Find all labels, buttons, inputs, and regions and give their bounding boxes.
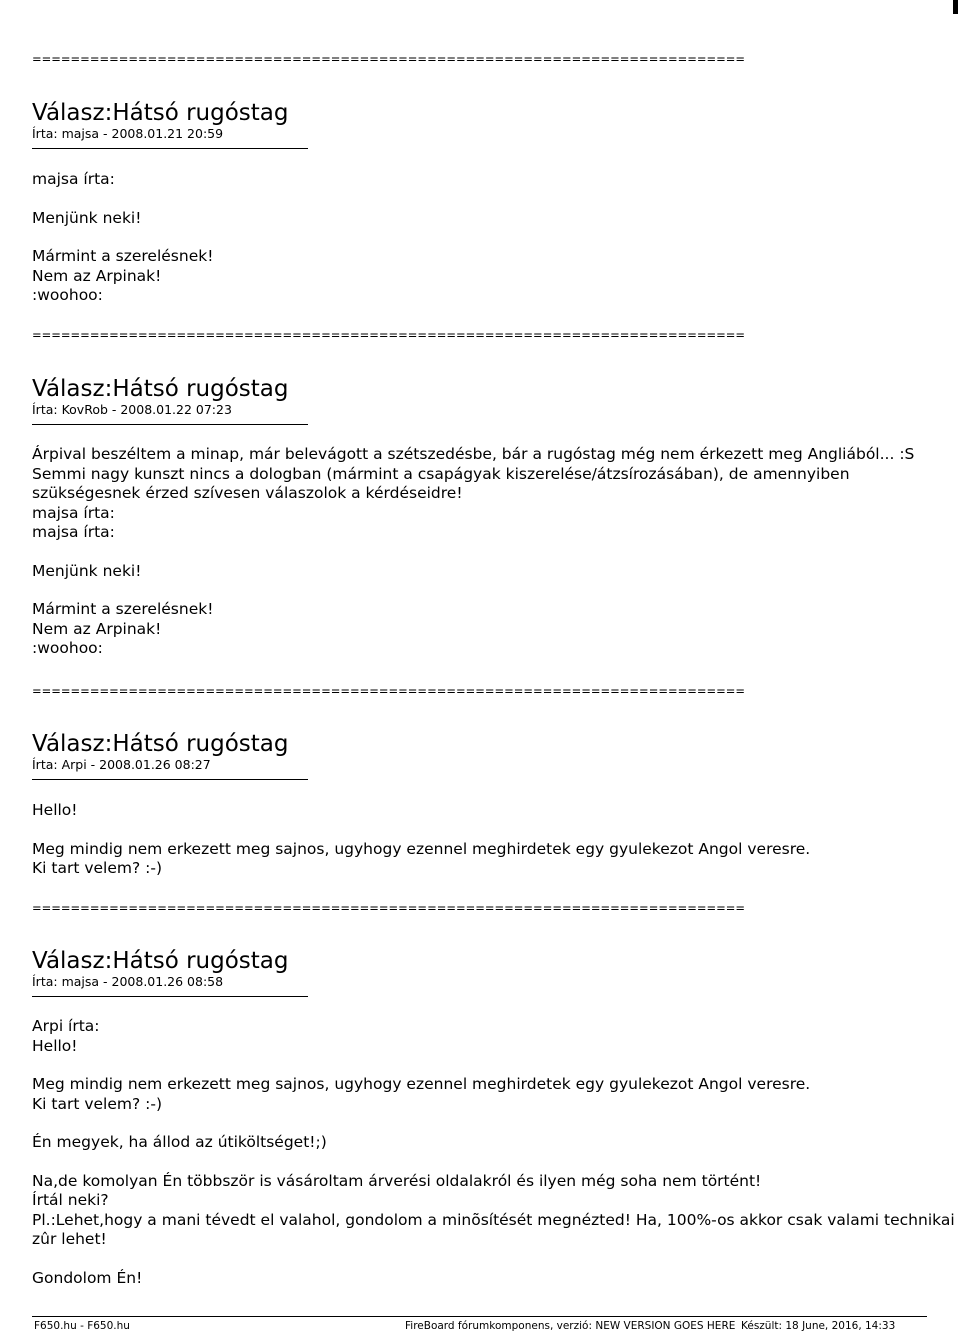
post-meta: Írta: majsa - 2008.01.26 08:58 — [32, 974, 224, 989]
post-meta: Írta: Arpi - 2008.01.26 08:27 — [32, 757, 211, 772]
post-body-gap — [32, 190, 308, 209]
post-body-line: :woohoo: — [32, 639, 103, 657]
post-body-line: Meg mindig nem erkezett meg sajnos, ugyhogy ezennel meghirdetek egy gyulekezot Angol veresre. — [32, 1075, 811, 1093]
post-separator — [32, 52, 746, 66]
post-body-gap — [32, 1250, 955, 1269]
post-separator — [32, 328, 746, 342]
post-title: Válasz:Hátsó rugóstag — [32, 948, 289, 974]
post-body-line: Na,de komolyan Én többször is vásároltam árverési oldalakról és ilyen még soha nem történt! — [32, 1171, 762, 1190]
post — [32, 948, 955, 1288]
separator-line: ========================================================================== — [32, 52, 746, 66]
post-separator — [32, 901, 746, 915]
post-body-line: Nem az Arpinak! — [32, 266, 162, 285]
separator-line: ========================================================================== — [32, 901, 746, 915]
post — [32, 376, 914, 659]
post-body-gap — [32, 543, 914, 562]
footer-rule — [32, 1316, 927, 1317]
post-body-line: majsa írta: — [32, 523, 115, 541]
footer-component: FireBoard fórumkomponens, verzió: NEW VERSION GOES HERE — [405, 1320, 736, 1332]
post-title-rule — [32, 148, 308, 149]
post-body-line: Gondolom Én! — [32, 1268, 143, 1287]
post-title-rule — [32, 996, 308, 997]
post-body — [32, 445, 914, 659]
post-title: Válasz:Hátsó rugóstag — [32, 731, 289, 757]
corner-mark — [953, 0, 958, 14]
post-body-line: szükségesnek érzed szívesen válaszolok a kérdéseidre! — [32, 484, 463, 502]
post-body-line: Én megyek, ha állod az útiköltséget!;) — [32, 1133, 327, 1151]
footer-site: F650.hu - F650.hu — [34, 1320, 130, 1332]
post-body-line: majsa írta: — [32, 503, 115, 522]
post-body-line: Menjünk neki! — [32, 208, 142, 227]
post-body-line: majsa írta: — [32, 170, 115, 188]
post-body-line: Semmi nagy kunszt nincs a dologban (mármint a csapágyak kiszerelése/átzsírozásában), de amennyiben — [32, 464, 850, 483]
post-body-line: Hello! — [32, 1036, 78, 1055]
post-title: Válasz:Hátsó rugóstag — [32, 100, 289, 126]
separator-line: ========================================================================== — [32, 328, 746, 342]
post-body-line: :woohoo: — [32, 286, 103, 304]
post-body — [32, 1017, 955, 1288]
post-title-rule — [32, 779, 308, 780]
post-body — [32, 170, 308, 306]
post-body-line: Mármint a szerelésnek! — [32, 600, 214, 618]
post-body-line: Nem az Arpinak! — [32, 619, 162, 638]
post-title-rule — [32, 424, 308, 425]
post-body-gap — [32, 228, 308, 247]
post-body-gap — [32, 581, 914, 600]
post-meta: Írta: majsa - 2008.01.21 20:59 — [32, 126, 224, 141]
post-body-line: Pl.:Lehet,hogy a mani tévedt el valahol, gondolom a minõsítését megnézted! Ha, 100%-os akkor csak valami technikai — [32, 1210, 955, 1229]
post-body-line: Ki tart velem? :-) — [32, 1094, 163, 1113]
post — [32, 731, 810, 879]
post-body-line: Meg mindig nem erkezett meg sajnos, ugyhogy ezennel meghirdetek egy gyulekezot Angol veresre. — [32, 839, 811, 858]
post-body-gap — [32, 821, 810, 840]
post-body-line: Árpival beszéltem a minap, már belevágott a szétszedésbe, bár a rugóstag még nem érkezett meg Angliából... :S — [32, 445, 915, 463]
post-body-line: zûr lehet! — [32, 1230, 107, 1248]
post-body-gap — [32, 1056, 955, 1075]
post-body-gap — [32, 1153, 955, 1172]
page-footer — [0, 1316, 960, 1332]
separator-line: ========================================================================== — [32, 684, 746, 698]
post-body-line: Ki tart velem? :-) — [32, 859, 163, 877]
post-body-line: Mármint a szerelésnek! — [32, 247, 214, 265]
post-body-line: Hello! — [32, 801, 78, 819]
post-body-gap — [32, 1114, 955, 1133]
post-separator — [32, 684, 746, 698]
footer-generated: Készült: 18 June, 2016, 14:33 — [741, 1320, 896, 1332]
post — [32, 100, 308, 306]
post-body — [32, 801, 810, 879]
post-body-line: Írtál neki? — [32, 1191, 109, 1209]
post-body-line: Menjünk neki! — [32, 561, 142, 580]
post-title: Válasz:Hátsó rugóstag — [32, 376, 289, 402]
post-meta: Írta: KovRob - 2008.01.22 07:23 — [32, 402, 232, 417]
post-body-line: Arpi írta: — [32, 1017, 100, 1035]
